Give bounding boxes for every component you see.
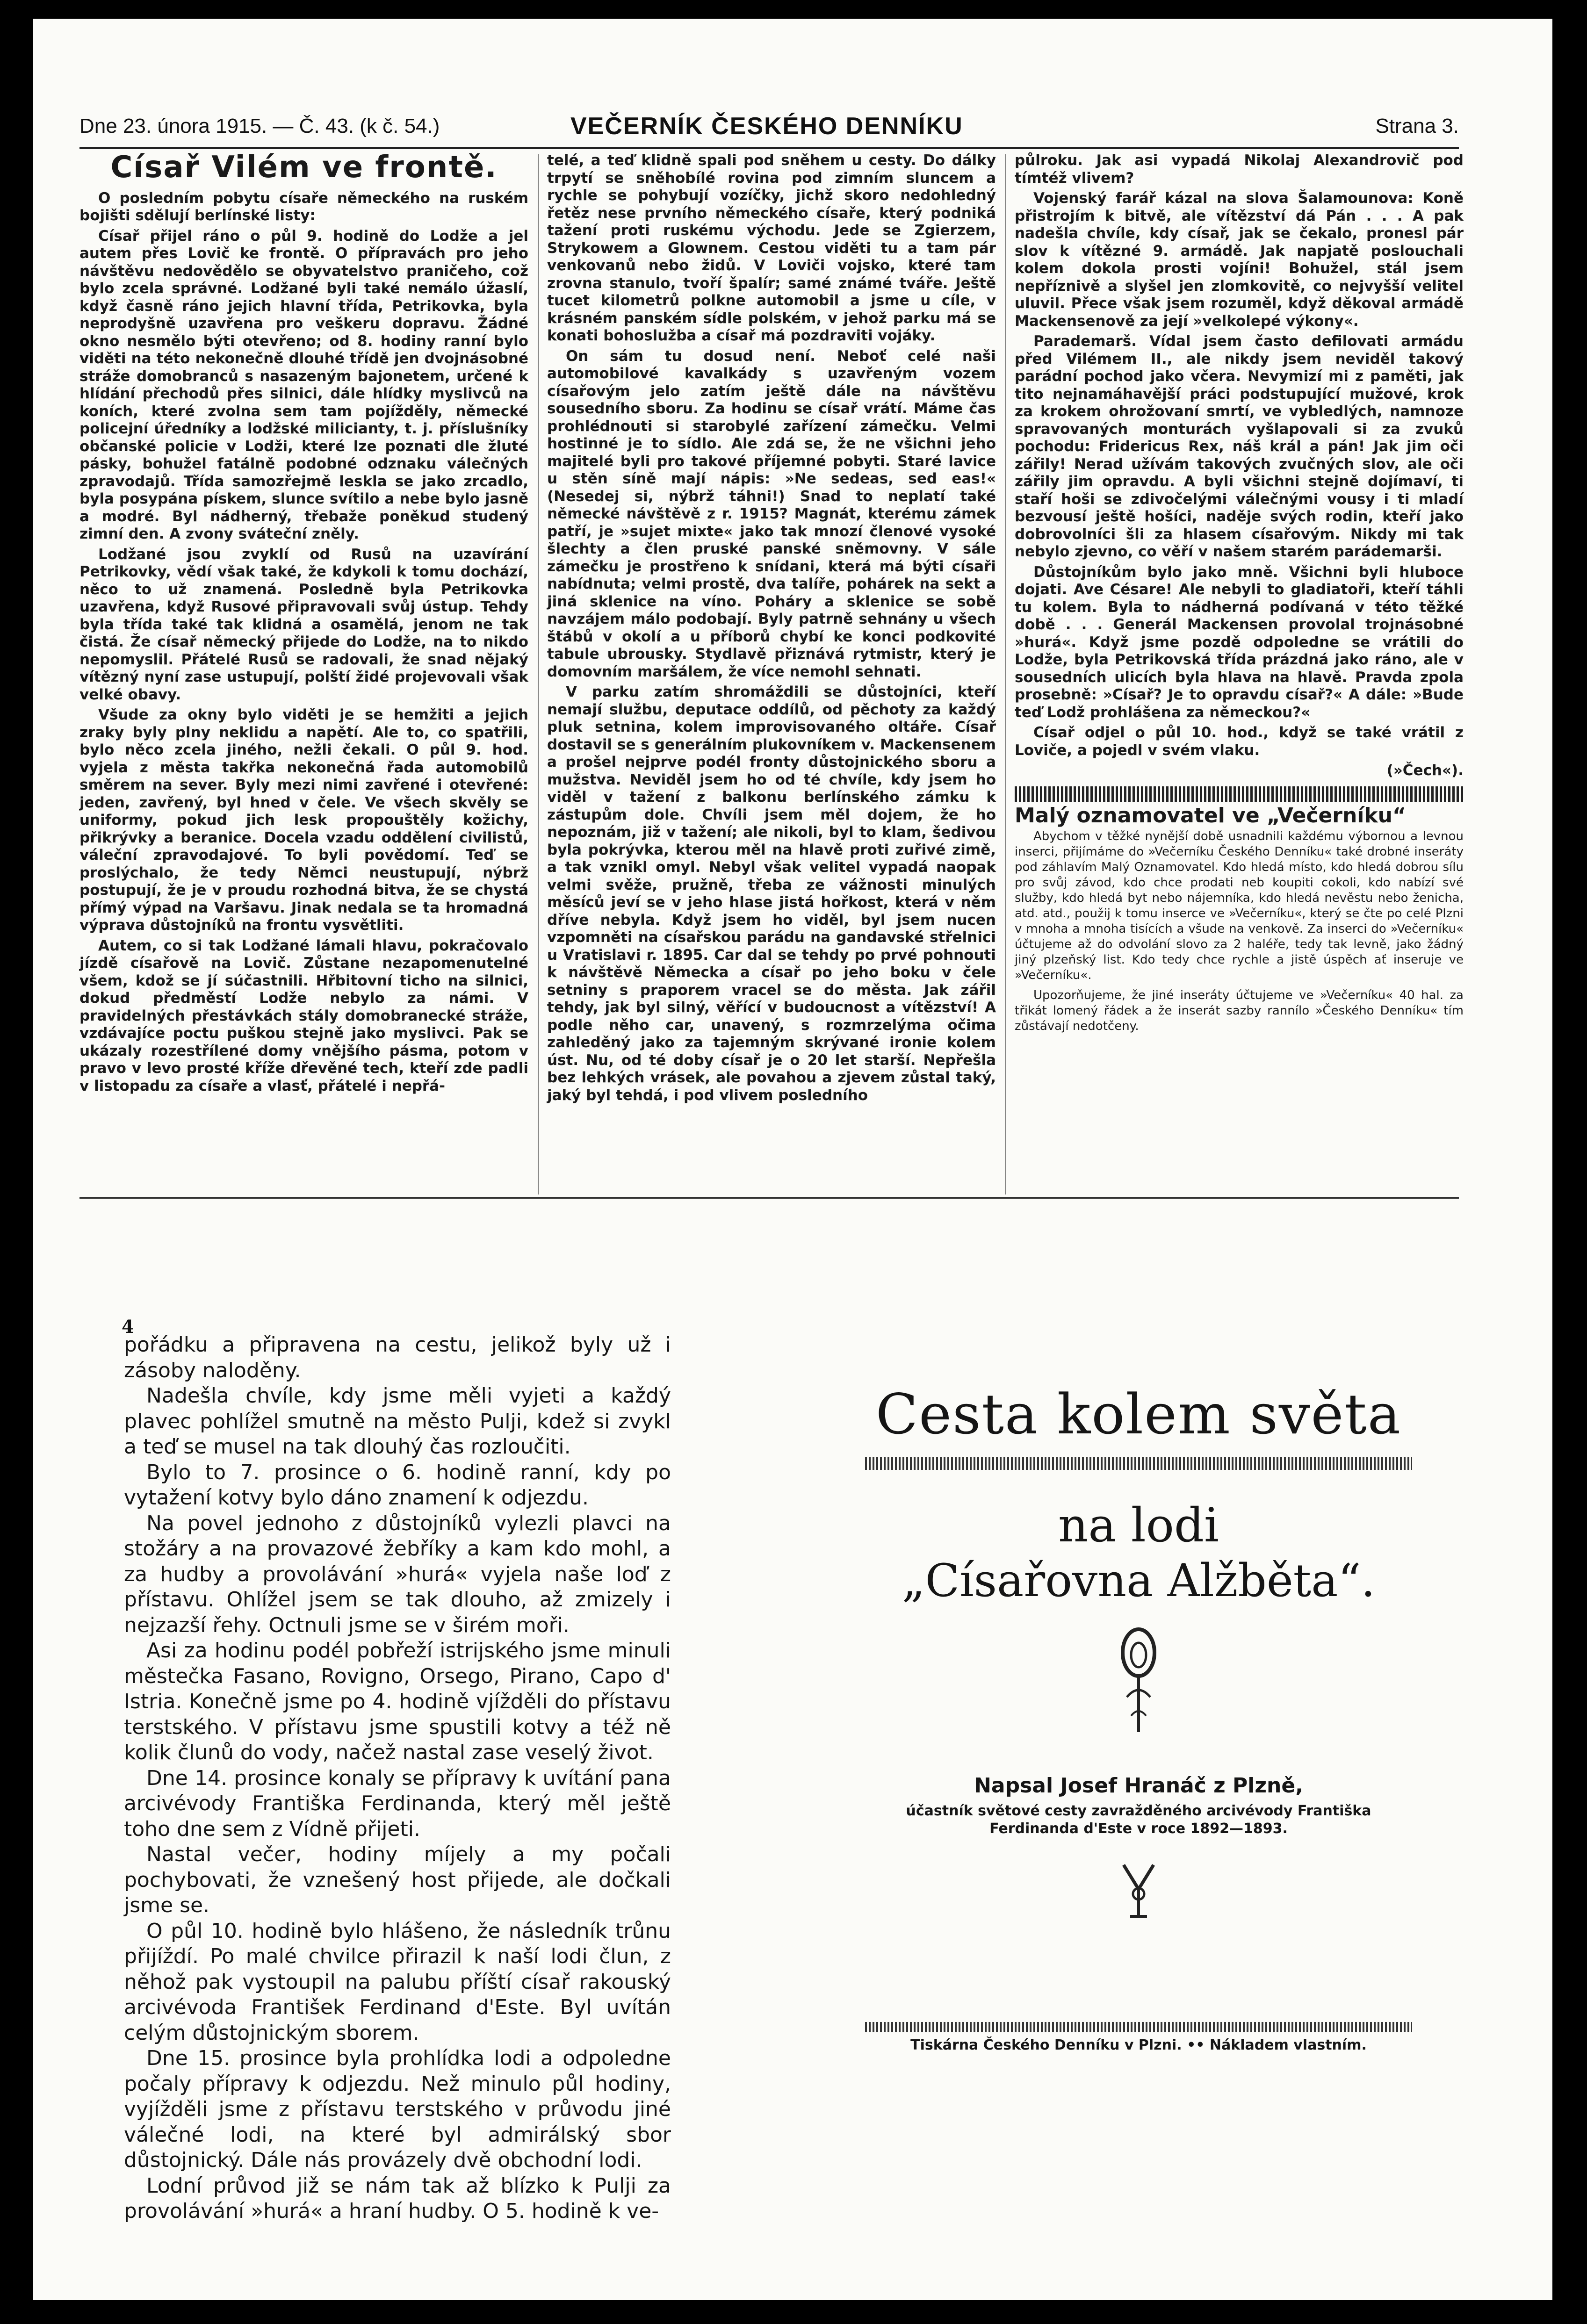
ornament-icon xyxy=(1111,1627,1167,1734)
article-paragraph: Parademarš. Vídal jsem často defilovati armádu před Vilémem II., ale nikdy jsem neviděl takový parádní pochod jako včera. Nevymizí mi z paměti, jak tito nejnamáhavější práci podstupující mužové, krok za krokem ohrožovaní smrtí, ve vybledlých, namnoze spravovaných monturách vyšlapovali si za zvuků pochodu: Fridericus Rex, náš král a pán! Jak jim oči zářily! Nerad užívám takových zvučných slov, ale oči zářily jim opravdu. A byli všichni stejně dojímaví, ti staří hoši se zdivočelými válečnými vousy i ti mladí bezvousí ještě hošíci, naděje svých rodin, kteří jako dobrovolníci šli za hlasem císařovým. Nikdy mi tak nebylo zjevno, co věří v našem starém parádemarši. xyxy=(1015,333,1464,560)
book-title: Cesta kolem světa xyxy=(875,1382,1402,1446)
article-column-1 xyxy=(79,150,528,1098)
travel-story xyxy=(124,1332,671,2224)
book-author: Napsal Josef Hranáč z Plzně, xyxy=(974,1774,1303,1798)
story-paragraph: Bylo to 7. prosince o 6. hodině ranní, kdy po vytažení kotvy bylo dáno znamení k odjezdu. xyxy=(124,1460,671,1510)
article-paragraph: Lodžané jsou zvyklí od Rusů na uzavírání Petrikovky, vědí však také, že kdykoli k tomu dochází, něco to už znamená. Posledně byla Petrikovka uzavřena, když Rusové připravovali svůj ústup. Tehdy byla třída také tak klidná a osamělá, jenom ne tak čistá. Že císař německý přijede do Lodže, na to nikdo nepomyslil. Přátelé Rusů se radovali, že snad nějaký vítězný nyní zase ustupují, polští židé projevovali však velké obavy. xyxy=(79,546,528,703)
classified-ad-headline: Malý oznamovatel ve „Večerníku“ xyxy=(1015,803,1406,827)
newspaper-title: VEČERNÍK ČESKÉHO DENNÍKU xyxy=(570,113,963,140)
hatched-rule xyxy=(865,1457,1412,1470)
story-paragraph: Nastal večer, hodiny míjely a my počali pochybovati, že vznešený host přijede, ale dočkali jsme se. xyxy=(124,1842,671,1917)
article-paragraph: Autem, co si tak Lodžané lámali hlavu, pokračovalo jízdě císařově na Lovič. Zůstane nezapomenutelné všem, kdož se jí súčastnili. Hřbitovní ticho na silnici, dokud předměstí Lodže nebylo za námi. V pravidelných přestávkách stály domobranecké stráže, vzdávajíce poctu puškou stejně jako myslivci. Pak se ukázaly rozestřílené domy vnějšího pásma, potom v pravo v levo prosté kříže dřevěné tech, kteří zde padli v listopadu za císaře a vlasť, přátelé i nepřá- xyxy=(79,937,528,1094)
printer-imprint: Tiskárna Českého Denníku v Plzni. •• Nákladem vlastním. xyxy=(910,2037,1367,2053)
hatched-rule xyxy=(865,2022,1412,2032)
article-paragraph: Všude za okny bylo viděti je se hemžiti a jejich zraky byly plny neklidu a napětí. Ale to, co spatřili, bylo něco zcela jiného, nežli čekali. O půl 9. hod. vyjela z města takřka nekonečná řada automobilů směrem na sever. Byly mezi nimi zavřené i otevřené: jeden, zavřený, byl hned v čele. Ve všech skvěly se uniformy, pokud jich lesk propouštěly kožichy, přikrývky a beranice. Docela vzadu oddělení civilistů, váleční zpravodajové. To byli povědomí. Teď se proslýchalo, že tedy Němci neustupují, nýbrž postupují, že je v proudu rozhodná bitva, že se chystá přímý výpad na Varšavu. Jinak nedala se ta hromadná výprava důstojníků na frontu vysvětliti. xyxy=(79,706,528,934)
issue-date: Dne 23. února 1915. — Č. 43. (k č. 54.) xyxy=(79,115,440,137)
article-paragraph: telé, a teď klidně spali pod sněhem u cesty. Do dálky trpytí se sněhobílé rovina pod zimním sluncem a rychle se pohybují vozíčky, jichž skoro nedohledný řetěz nese prvního německého císaře, který podniká tažení proti ruskému východu. Jede se Zgierzem, Strykowem a Glownem. Cestou viděti tu a tam pár venkovanů nebo židů. V Loviči vojsko, které tam zrovna stanulo, tvoří špalír; samé známé tváře. Ještě tucet kilometrů polkne automobil a jsme u cíle, v krásném panském sídle polském, v jehož parku má se konati bohoslužba a císař má pozdraviti vojáky. xyxy=(547,152,996,344)
article-column-3 xyxy=(1015,152,1464,1039)
article-column-2 xyxy=(547,152,996,1107)
section-divider xyxy=(79,1197,1459,1199)
book-title-page xyxy=(865,1384,1412,2053)
column-divider xyxy=(1005,154,1006,1194)
story-paragraph: Asi za hodinu podél pobřeží istrijského jsme minuli městečka Fasano, Rovigno, Orsego, Pirano, Capo d' Istria. Konečně jsme po 4. hodině vjížděli do přístavu terstského. V přístavu jsme spustili kotvy a též ně kolik člunů do vody, načež nastal zase veselý život. xyxy=(124,1639,671,1764)
author-details: účastník světové cesty zavražděného arcivévody Františka Ferdinanda d'Este v roce 1892—1893. xyxy=(906,1803,1371,1837)
ship-name: „Císařovna Alžběta“. xyxy=(902,1554,1376,1607)
article-paragraph: Důstojníkům bylo jako mně. Všichni byli hluboce dojati. Ave Césare! Ale nebyli to gladiatoři, kteří táhli tu kolem. Byla to nádherná podívaná v této těžké době . . . Generál Mackensen provolal trojnásobné »hurá«. Když jsme pozdě odpoledne se vrátili do Lodže, byla Petrikovská třída prázdná jako ráno, ale v sousedních ulicích byla hlava na hlavě. Pravda zpola prosebně: »Císař? Je to opravdu císař?« A dále: »Bude teď Lodž prohlášena za německou?« xyxy=(1015,563,1464,721)
article-paragraph: půlroku. Jak asi vypadá Nikolaj Alexandrovič pod tímtéž vlivem? xyxy=(1015,152,1464,187)
ad-paragraph: Upozorňujeme, že jiné inseráty účtujeme ve »Večerníku« 40 hal. za třikát lomený řádek a že inserát sazby rannílo »Českého Denníku« tím zůstávají nedotčeny. xyxy=(1015,988,1464,1033)
classified-ad-text xyxy=(1015,829,1464,1034)
article-paragraph: V parku zatím shromáždili se důstojníci, kteří nemají službu, deputace oddílů, od pěchoty za každý pluk setnina, kolem improvisovaného oltáře. Císař dostavil se s generálním plukovníkem v. Mackensenem a prošel nejprve podél fronty důstojnického sboru a mužstva. Neviděl jsem ho od té chvíle, kdy jsem ho viděl v tažení z balkonu berlínského zámku k zástupům dole. Chvíli jsem měl dojem, že ho nepoznám, již v tažení; ale nikoli, byl to klam, šedivou byla pokrývka, kterou měl na hlavě proti zuřivé zimě, a tak vznikl omyl. Nebyl však velitel vypadá naopak velmi svěže, pružně, třeba ze vážnosti minulých měsíců jeví se v jeho hlase jistá hořkost, která v něm dříve nebyla. Když jsem ho viděl, byl jsem nucen vzpomněti na císařskou parádu na gandavské střelnici u Vratislavi r. 1895. Car dal se tehdy po prvé pohnouti k návštěvě Německa a císař po jeho boku v čele setniny s praporem vracel se do města. Jak zářil tehdy, jak byl silný, věřící v budoucnost a vítězství! A podle něho car, unavený, s rozmrzelýma očima zahleděný jako za tajemným skrývané ironie kolem úst. Nu, od té doby císař je o 20 let starší. Nepřešla bez lehkých vrásek, ale povahou a zjevem zůstal taký, jaký byl tehdá, i pod vlivem posledního xyxy=(547,684,996,1104)
ad-paragraph: Abychom v těžké nynější době usnadnili každému výbornou a levnou inserci, přijímáme do »Večerníku Českého Denníku« také drobné inseráty pod záhlavím Malý Oznamovatel. Kdo hledá místo, kdo hledá dobrou sílu pro svůj závod, kdo chce prodati neb koupiti cokoli, kdo nabízí své služby, kdo hledá byt nebo nájemníka, kdo hledá nevěstu nebo ženicha, atd. atd., použij k tomu inserce ve »Večerníku«, který se čte po celé Plzni v mnoha a mnoha tisících a všude na venkově. Za inserci do »Večerníku« účtujeme až do odvolání slovo za 2 haléře, tedy tak levně, jako žádný jiný plzeňský list. Kdo tedy chce rychle a jistě úspěch ať inseruje ve »Večerníku«. xyxy=(1015,829,1464,982)
story-paragraph: Dne 15. prosince byla prohlídka lodi a odpoledne počaly přípravy k odjezdu. Než minulo půl hodiny, vyjížděli jsme z přístavu terstského v průvodu jiné válečné lodi, na které byl admirálský sbor důstojnický. Dále nás provázely dvě obchodní lodi. xyxy=(124,2046,671,2172)
story-paragraph: Lodní průvod již se nám tak až blízko k Pulji za provolávání »hurá« a hraní hudby. O 5. hodině k ve- xyxy=(124,2173,671,2223)
newspaper-page xyxy=(33,19,1552,2300)
lower-page-number: 4 xyxy=(122,1316,134,1337)
story-paragraph: pořádku a připravena na cestu, jelikož byly už i zásoby naloděny. xyxy=(124,1333,671,1382)
story-paragraph: O půl 10. hodině bylo hlášeno, že následník trůnu přijíždí. Po malé chvilce přirazil k naší lodi člun, z něhož pak vystoupil na palubu příští císař rakouský arcivévoda František Ferdinand d'Este. Byl uvítán celým důstojnickým sborem. xyxy=(124,1919,671,2045)
book-subtitle: na lodi xyxy=(1058,1498,1219,1553)
article-paragraph: Císař odjel o půl 10. hod., když se také vrátil z Loviče, a pojedl v svém vlaku. xyxy=(1015,724,1464,759)
page-number-label: Strana 3. xyxy=(1375,115,1459,137)
story-paragraph: Dne 14. prosince konaly se přípravy k uvítání pana arcivévody Františka Ferdinanda, který měl ještě toho dne sem z Vídně přijeti. xyxy=(124,1766,671,1841)
article-paragraph: On sám tu dosud není. Neboť celé naši automobilové kavalkády s uzavřeným vozem císařovým jelo zatím ještě dále na návštěvu sousedního sboru. Za hodinu se císař vrátí. Máme čas prohlédnouti si starobylé zařízení zámečku. Velmi hostinné je to sídlo. Ale zdá se, že ne všichni jeho majitelé byli pro takové příjemné pobyti. Staré lavice u stěn síně mají nápis: »Ne sedeas, sed eas!« (Nesedej si, nýbrž táhni!) Snad to neplatí také německé návštěvě z r. 1915? Magnát, kterému zámek patří, je »sujet mixte« jako tak mnozí členové vysoké šlechty a člen pruské panské sněmovny. V sále zámečku je prostřeno k snídani, která má býti císaři nabídnuta; velmi prostě, dva talíře, pohárek na sekt a jiná sklenice na víno. Poháry a sklenice se sobě navzájem málo podobají. Byly patrně sehnány u všech štábů v okolí a u příborů chybí ke konci podkovité tabule ubrousky. Stydlavě přiznává rytmistr, který je domovním maršálem, že více nemohl sehnati. xyxy=(547,347,996,680)
article-paragraph: Císař přijel ráno o půl 9. hodině do Lodže a jel autem přes Lovič ke frontě. O přípravách pro jeho návštěvu nedovědělo se obyvatelstvo praničeho, což bylo zcela správné. Lodžané byli také nemálo úžaslí, když časně ráno jejich hlavní třída, Petrikovka, byla neprodyšně uzavřena pro veškeru dopravu. Žádné okno nesmělo býti otevřeno; od 8. hodiny ranní bylo viděti na této nekonečně dlouhé třídě jen dvojnásobné stráže domobranců s nasazeným bajonetem, určené k hlídání přechodů přes silnici, dále hlídky myslivců na koních, které zvolna sem tam pojížděly, německé policejní úředníky a lodžské milicianty, t. j. příslušníky občanské policie v Lodži, které lze poznati dle žluté pásky, bohužel fatálně podobné odznaku válečných zpravodajů. Třída samozřejmě leskla se jako zrcadlo, byla posypána pískem, slunce svítilo a nebe bylo jasně a modré. Byl nádherný, třebaže poněkud studený zimní den. A zvony sváteční zněly. xyxy=(79,227,528,542)
article-paragraph: O posledním pobytu císaře německého na ruském bojišti sdělují berlínské listy: xyxy=(79,189,528,224)
anchor-emblem-icon xyxy=(1120,1861,1157,1922)
ad-divider-bar xyxy=(1015,786,1464,802)
column-divider xyxy=(538,154,539,1194)
article-headline: Císař Vilém ve frontě. xyxy=(110,150,498,185)
source-credit: (»Čech«). xyxy=(1386,762,1464,779)
story-paragraph: Nadešla chvíle, kdy jsme měli vyjeti a každý plavec pohlížel smutně na město Pulji, kdež si zvykl a teď se musel na tak dlouhý čas rozloučiti. xyxy=(124,1384,671,1459)
story-paragraph: Na povel jednoho z důstojníků vylezli plavci na stožáry a na provazové žebříky a kam kdo mohl, a za hudby a provolávání »hurá« vyjela naše loď z přístavu. Ohlížel jsem se tak dlouho, až zmizely i nejzazší řehy. Octnuli jsme se v širém moři. xyxy=(124,1511,671,1637)
page-header xyxy=(79,105,1459,149)
article-paragraph: Vojenský farář kázal na slova Šalamounova: Koně přistrojím k bitvě, ale vítězství dá Pán . . . A pak nadešla chvíle, kdy císař, jak se čekalo, pronesl pár slov k vítězné 9. armádě. Jak napjatě poslouchali kolem dokola prosti vojíni! Bohužel, stál jsem nepříznivě a slyšel jen zlomkovitě, co nejvyšší velitel uluvil. Přece však jsem rozuměl, když děkoval armádě Mackensenově za její »velkolepé výkony«. xyxy=(1015,190,1464,330)
